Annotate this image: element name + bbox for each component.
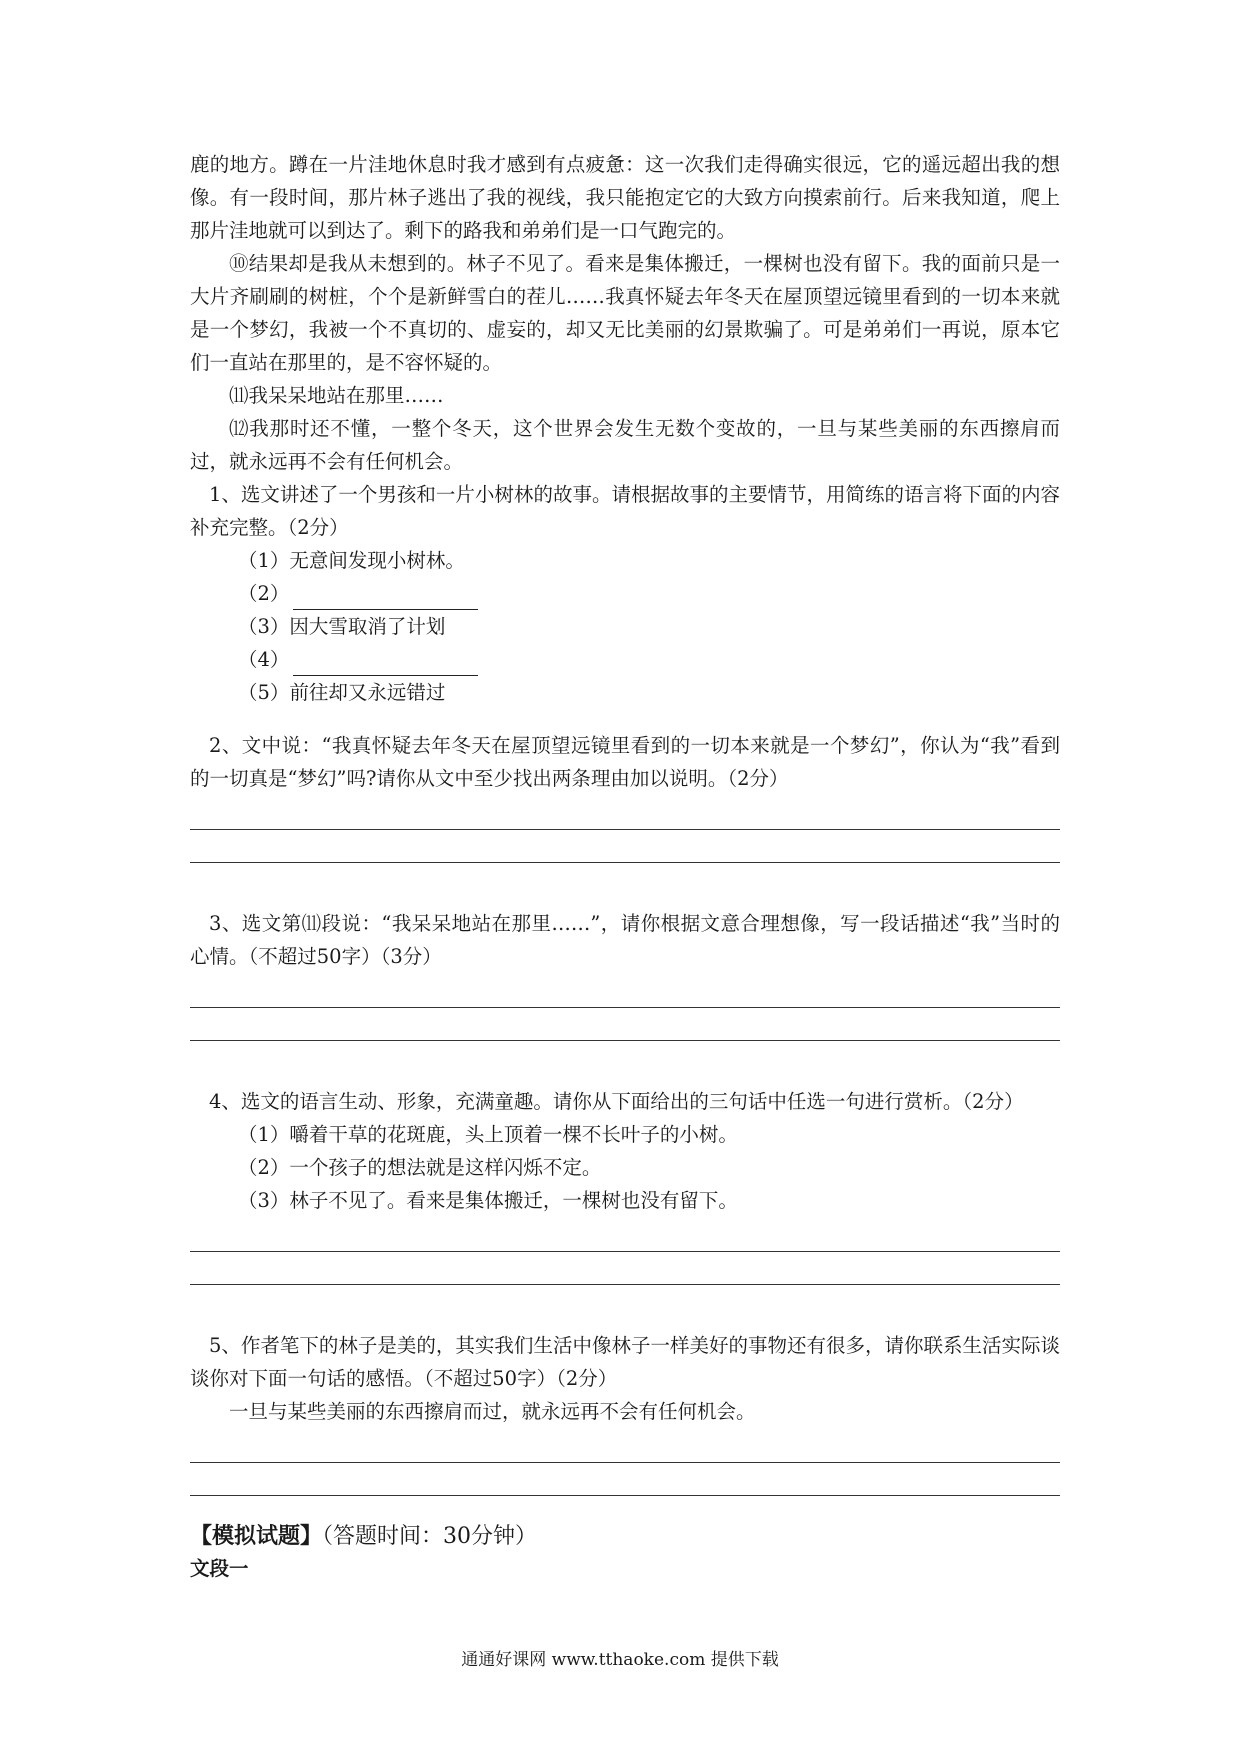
answer-line[interactable] xyxy=(190,975,1060,1008)
answer-line[interactable] xyxy=(190,1219,1060,1252)
item-label: （4） xyxy=(238,648,290,671)
spacer xyxy=(190,709,1060,729)
question-4-stem: 4、选文的语言生动、形象，充满童趣。请你从下面给出的三句话中任选一句进行赏析。（2分） xyxy=(209,1090,1024,1113)
question-2-stem: 2、文中说：“我真怀疑去年冬天在屋顶望远镜里看到的一切本来就是一个梦幻”，你认为“我”看到的一切真是“梦幻”吗?请你从文中至少找出两条理由加以说明。（2分） xyxy=(190,734,1060,790)
question-1-item-5: （5）前往却又永远错过 xyxy=(238,681,446,704)
question-3-answer-area xyxy=(190,975,1060,1041)
question-1-item-2 xyxy=(190,577,1060,610)
answer-line[interactable] xyxy=(190,1430,1060,1463)
answer-line[interactable] xyxy=(190,1008,1060,1041)
question-4-item-3: （3）林子不见了。看来是集体搬迁，一棵树也没有留下。 xyxy=(238,1189,738,1212)
answer-line[interactable] xyxy=(190,1463,1060,1496)
passage-paragraph-10: ⑩结果却是我从未想到的。林子不见了。看来是集体搬迁，一棵树也没有留下。我的面前只是一大片齐刷刷的树桩，个个是新鲜雪白的茬儿……我真怀疑去年冬天在屋顶望远镜里看到的一切本来就是一个梦幻，我被一个不真切的、虚妄的，却又无比美丽的幻景欺骗了。可是弟弟们一再说，原本它们一直站在那里的，是不容怀疑的。 xyxy=(190,252,1060,374)
question-4-answer-area xyxy=(190,1219,1060,1285)
question-1-item-1: （1）无意间发现小树林。 xyxy=(238,549,465,572)
passage-paragraph-12: ⑿我那时还不懂，一整个冬天，这个世界会发生无数个变故的，一旦与某些美丽的东西擦肩而过，就永远再不会有任何机会。 xyxy=(190,417,1060,473)
answer-line[interactable] xyxy=(190,1252,1060,1285)
passage-paragraph-9-continued: 鹿的地方。蹲在一片洼地休息时我才感到有点疲惫：这一次我们走得确实很远，它的遥远超出我的想像。有一段时间，那片林子逃出了我的视线，我只能抱定它的大致方向摸索前行。后来我知道，爬上那片洼地就可以到达了。剩下的路我和弟弟们是一口气跑完的。 xyxy=(190,153,1060,242)
question-4-item-1: （1）嚼着干草的花斑鹿，头上顶着一棵不长叶子的小树。 xyxy=(238,1123,738,1146)
page-content xyxy=(190,148,1060,1584)
question-1-item-4 xyxy=(190,643,1060,676)
section-time-note: （答题时间：30分钟） xyxy=(322,1524,538,1549)
spacer xyxy=(190,1065,1060,1085)
question-3-stem: 3、选文第⑾段说：“我呆呆地站在那里……”，请你根据文意合理想像，写一段话描述“我”当时的心情。（不超过50字）（3分） xyxy=(190,912,1060,968)
answer-line[interactable] xyxy=(190,830,1060,863)
answer-blank[interactable] xyxy=(293,653,478,676)
section-title: 【模拟试题】 xyxy=(190,1524,323,1549)
question-1-stem: 1、选文讲述了一个男孩和一片小树林的故事。请根据故事的主要情节，用简练的语言将下面的内容补充完整。（2分） xyxy=(190,483,1060,539)
page-footer: 通通好课网 www.tthaoke.com 提供下载 xyxy=(461,1650,779,1670)
item-label: （2） xyxy=(238,582,290,605)
answer-line[interactable] xyxy=(190,797,1060,830)
section-subheading: 文段一 xyxy=(190,1557,249,1580)
question-2-answer-area xyxy=(190,797,1060,863)
spacer xyxy=(190,1309,1060,1329)
spacer xyxy=(190,887,1060,907)
section-heading xyxy=(190,1520,1060,1554)
question-5-quote: 一旦与某些美丽的东西擦肩而过，就永远再不会有任何机会。 xyxy=(229,1400,756,1423)
question-5-answer-area xyxy=(190,1430,1060,1496)
question-1-item-3: （3）因大雪取消了计划 xyxy=(238,615,446,638)
passage-paragraph-11: ⑾我呆呆地站在那里…… xyxy=(229,384,444,407)
question-5-stem: 5、作者笔下的林子是美的，其实我们生活中像林子一样美好的事物还有很多，请你联系生活实际谈谈你对下面一句话的感悟。（不超过50字）（2分） xyxy=(190,1334,1060,1390)
answer-blank[interactable] xyxy=(293,587,478,610)
question-4-item-2: （2）一个孩子的想法就是这样闪烁不定。 xyxy=(238,1156,602,1179)
